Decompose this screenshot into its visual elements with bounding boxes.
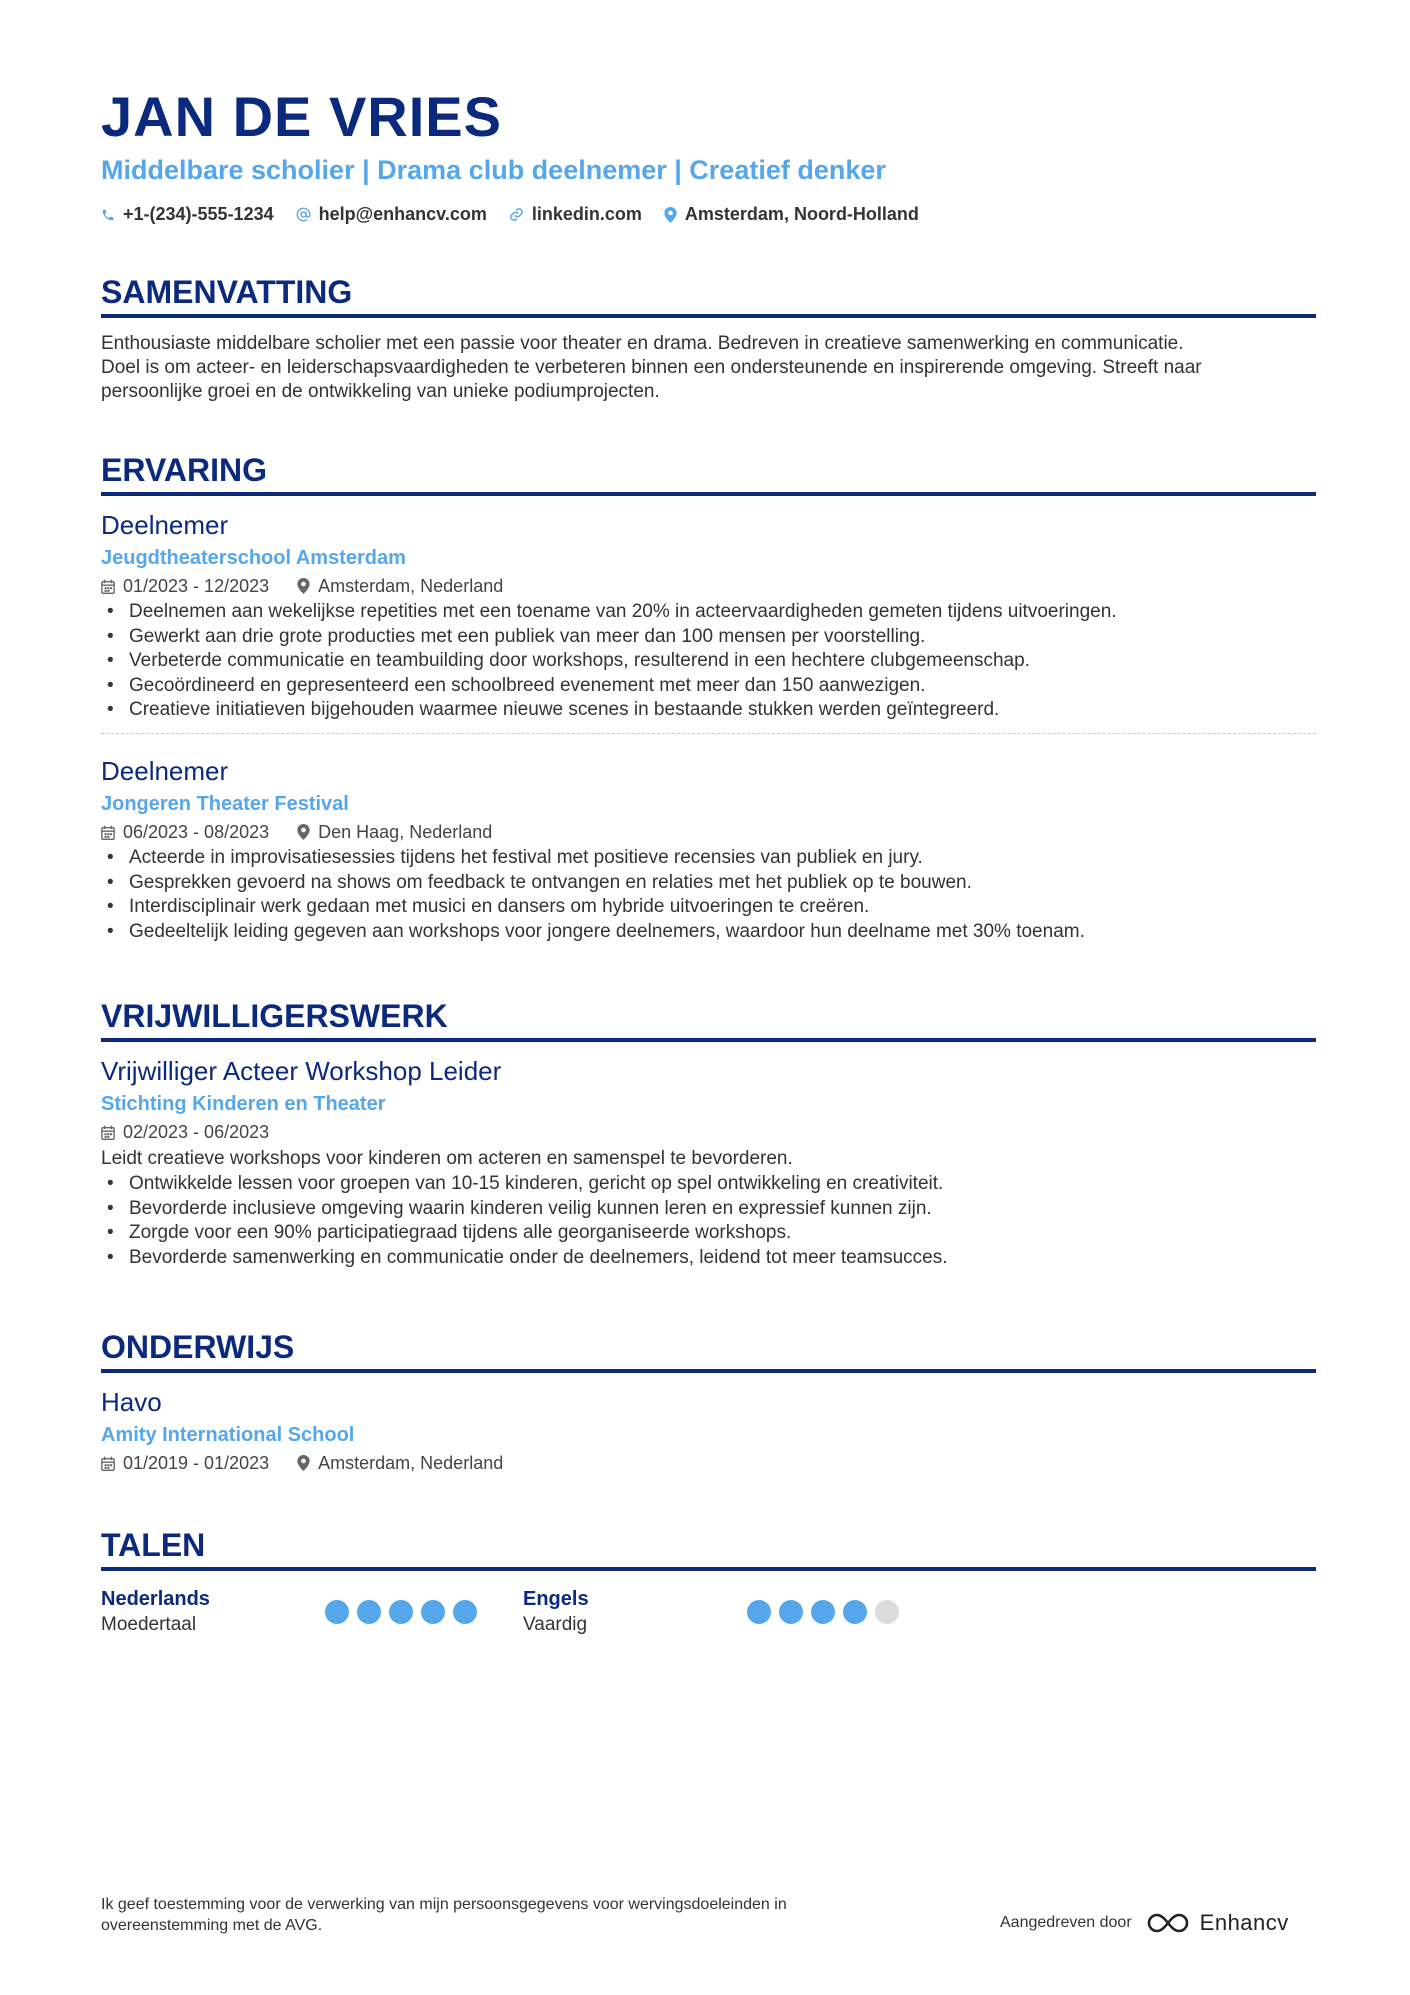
linkedin-text: linkedin.com [531, 204, 642, 224]
bullet-item: • Zorgde voor een 90% participatiegraad tijdens alle georganiseerde workshops. [129, 1221, 1316, 1246]
section-title-languages: TALEN [101, 1525, 1316, 1571]
language-level: Moedertaal [101, 1614, 197, 1635]
entry-meta [101, 572, 1316, 600]
job-title: Deelnemer [101, 756, 229, 786]
experience-entry [101, 508, 1316, 734]
calendar-icon [101, 1456, 115, 1471]
location-pin-icon [664, 207, 677, 223]
bullet-item: • Gesprekken gevoerd na shows om feedback te ontvangen en relaties met het publiek op te bouwen. [129, 871, 1316, 896]
bullet-item: • Acteerde in improvisatiesessies tijdens het festival met positieve recensies van publiek en jury. [129, 846, 1316, 871]
section-title-summary: SAMENVATTING [101, 272, 1316, 318]
bullet-list [101, 846, 1316, 944]
bullet-item: • Bevorderde inclusieve omgeving waarin kinderen veilig kunnen leren en expressief kunnen zijn. [129, 1197, 1316, 1222]
section-title-experience: ERVARING [101, 450, 1316, 496]
experience-entry [101, 754, 1316, 944]
language-name: Nederlands [101, 1588, 210, 1610]
consent-line: Ik geef toestemming voor de verwerking van mijn persoonsgegevens voor wervingsdoeleinden in [101, 1896, 787, 1913]
entry-divider [101, 733, 1316, 734]
job-title: Deelnemer [101, 510, 229, 540]
location-pin-icon [297, 1455, 310, 1471]
brand-name: Enhancv [1199, 1910, 1289, 1935]
language-item [523, 1586, 589, 1638]
bullet-list [101, 600, 1316, 723]
education-entry [101, 1385, 1316, 1477]
rating-dot-filled [779, 1600, 803, 1624]
contact-linkedin[interactable] [509, 204, 642, 225]
powered-by-label: Aangedreven door [1000, 1914, 1132, 1931]
language-level: Vaardig [523, 1614, 588, 1635]
section-title-volunteer: VRIJWILLIGERSWERK [101, 996, 1316, 1042]
bullet-item: • Interdisciplinair werk gedaan met musici en dansers om hybride uitvoeringen te creëren. [129, 895, 1316, 920]
contact-phone[interactable] [101, 204, 274, 225]
rating-dot-filled [325, 1600, 349, 1624]
entry-location [297, 1449, 503, 1477]
entry-dates [101, 1118, 269, 1146]
candidate-name: JAN DE VRIES [101, 85, 502, 148]
entry-dates [101, 818, 269, 846]
rating-dot-filled [811, 1600, 835, 1624]
phone-text: +1-(234)-555-1234 [123, 204, 274, 224]
location-text: Amsterdam, Nederland [318, 1453, 504, 1473]
enhancv-logo[interactable] [1146, 1910, 1289, 1936]
location-pin-icon [297, 578, 310, 594]
rating-dot-filled [421, 1600, 445, 1624]
dates-text: 01/2023 - 12/2023 [123, 576, 270, 596]
bullet-item: • Gecoördineerd en gepresenteerd een schoolbreed evenement met meer dan 150 aanwezigen. [129, 674, 1316, 699]
bullet-item: • Creatieve initiatieven bijgehouden waarmee nieuwe scenes in bestaande stukken werden geïntegreerd. [129, 698, 1316, 723]
infinity-logo-icon [1146, 1912, 1190, 1934]
section-title-education: ONDERWIJS [101, 1327, 1316, 1373]
headline: Middelbare scholier | Drama club deelnemer | Creatief denker [101, 155, 886, 185]
consent-line: overeenstemming met de AVG. [101, 1917, 323, 1934]
rating-dot-empty [875, 1600, 899, 1624]
at-icon [296, 207, 311, 222]
summary-text [101, 332, 1316, 404]
bullet-item: • Bevorderde samenwerking en communicatie onder de deelnemers, leidend tot meer teamsucces. [129, 1246, 1316, 1271]
contact-location [664, 204, 919, 225]
bullet-item: • Gedeeltelijk leiding gegeven aan workshops voor jongere deelnemers, waardoor hun deelname met 30% toenam. [129, 920, 1316, 945]
calendar-icon [101, 579, 115, 594]
email-text: help@enhancv.com [318, 204, 487, 224]
degree: Havo [101, 1387, 162, 1417]
volunteer-description: Leidt creatieve workshops voor kinderen om acteren en samenspel te bevorderen. [101, 1148, 793, 1169]
location-text: Amsterdam, Nederland [318, 576, 504, 596]
language-item [101, 1586, 210, 1638]
entry-location [297, 572, 503, 600]
location-text: Amsterdam, Noord-Holland [684, 204, 919, 224]
rating-dot-filled [843, 1600, 867, 1624]
organization-name: Stichting Kinderen en Theater [101, 1093, 386, 1115]
powered-by [1000, 1910, 1289, 1936]
language-rating [747, 1600, 907, 1624]
entry-meta [101, 818, 1316, 846]
language-name: Engels [523, 1588, 589, 1610]
contact-bar [101, 204, 941, 225]
rating-dot-filled [357, 1600, 381, 1624]
location-pin-icon [297, 824, 310, 840]
language-rating [325, 1600, 485, 1624]
location-text: Den Haag, Nederland [318, 822, 493, 842]
dates-text: 01/2019 - 01/2023 [123, 1453, 270, 1473]
rating-dot-filled [747, 1600, 771, 1624]
dates-text: 06/2023 - 08/2023 [123, 822, 270, 842]
contact-email[interactable] [296, 204, 487, 225]
dates-text: 02/2023 - 06/2023 [123, 1122, 270, 1142]
calendar-icon [101, 825, 115, 840]
summary-line: Enthousiaste middelbare scholier met een passie voor theater en drama. Bedreven in creatieve samenwerking en communicatie. [101, 333, 1184, 354]
bullet-item: • Verbeterde communicatie en teambuilding door workshops, resulterend in een hechtere clubgemeenschap. [129, 649, 1316, 674]
link-icon [509, 207, 524, 222]
consent-statement [101, 1894, 881, 1936]
volunteer-entry [101, 1054, 1316, 1270]
entry-dates [101, 1449, 269, 1477]
school-name: Amity International School [101, 1424, 355, 1446]
phone-icon [101, 208, 115, 222]
company-name: Jeugdtheaterschool Amsterdam [101, 547, 406, 569]
rating-dot-filled [389, 1600, 413, 1624]
volunteer-role: Vrijwilliger Acteer Workshop Leider [101, 1056, 502, 1086]
entry-meta [101, 1449, 1316, 1477]
bullet-item: • Ontwikkelde lessen voor groepen van 10-15 kinderen, gericht op spel ontwikkeling en creativiteit. [129, 1172, 1316, 1197]
entry-dates [101, 572, 269, 600]
entry-meta [101, 1118, 1316, 1146]
bullet-item: • Gewerkt aan drie grote producties met een publiek van meer dan 100 mensen per voorstelling. [129, 625, 1316, 650]
calendar-icon [101, 1125, 115, 1140]
summary-line: Doel is om acteer- en leiderschapsvaardigheden te verbeteren binnen een ondersteunende en inspirerende omgeving. Streeft naar [101, 357, 1202, 378]
summary-line: persoonlijke groei en de ontwikkeling van unieke podiumprojecten. [101, 381, 660, 402]
bullet-item: • Deelnemen aan wekelijkse repetities met een toename van 20% in acteervaardigheden gemeten tijdens uitvoeringen. [129, 600, 1316, 625]
entry-location [297, 818, 492, 846]
company-name: Jongeren Theater Festival [101, 793, 349, 815]
bullet-list [101, 1172, 1316, 1270]
rating-dot-filled [453, 1600, 477, 1624]
